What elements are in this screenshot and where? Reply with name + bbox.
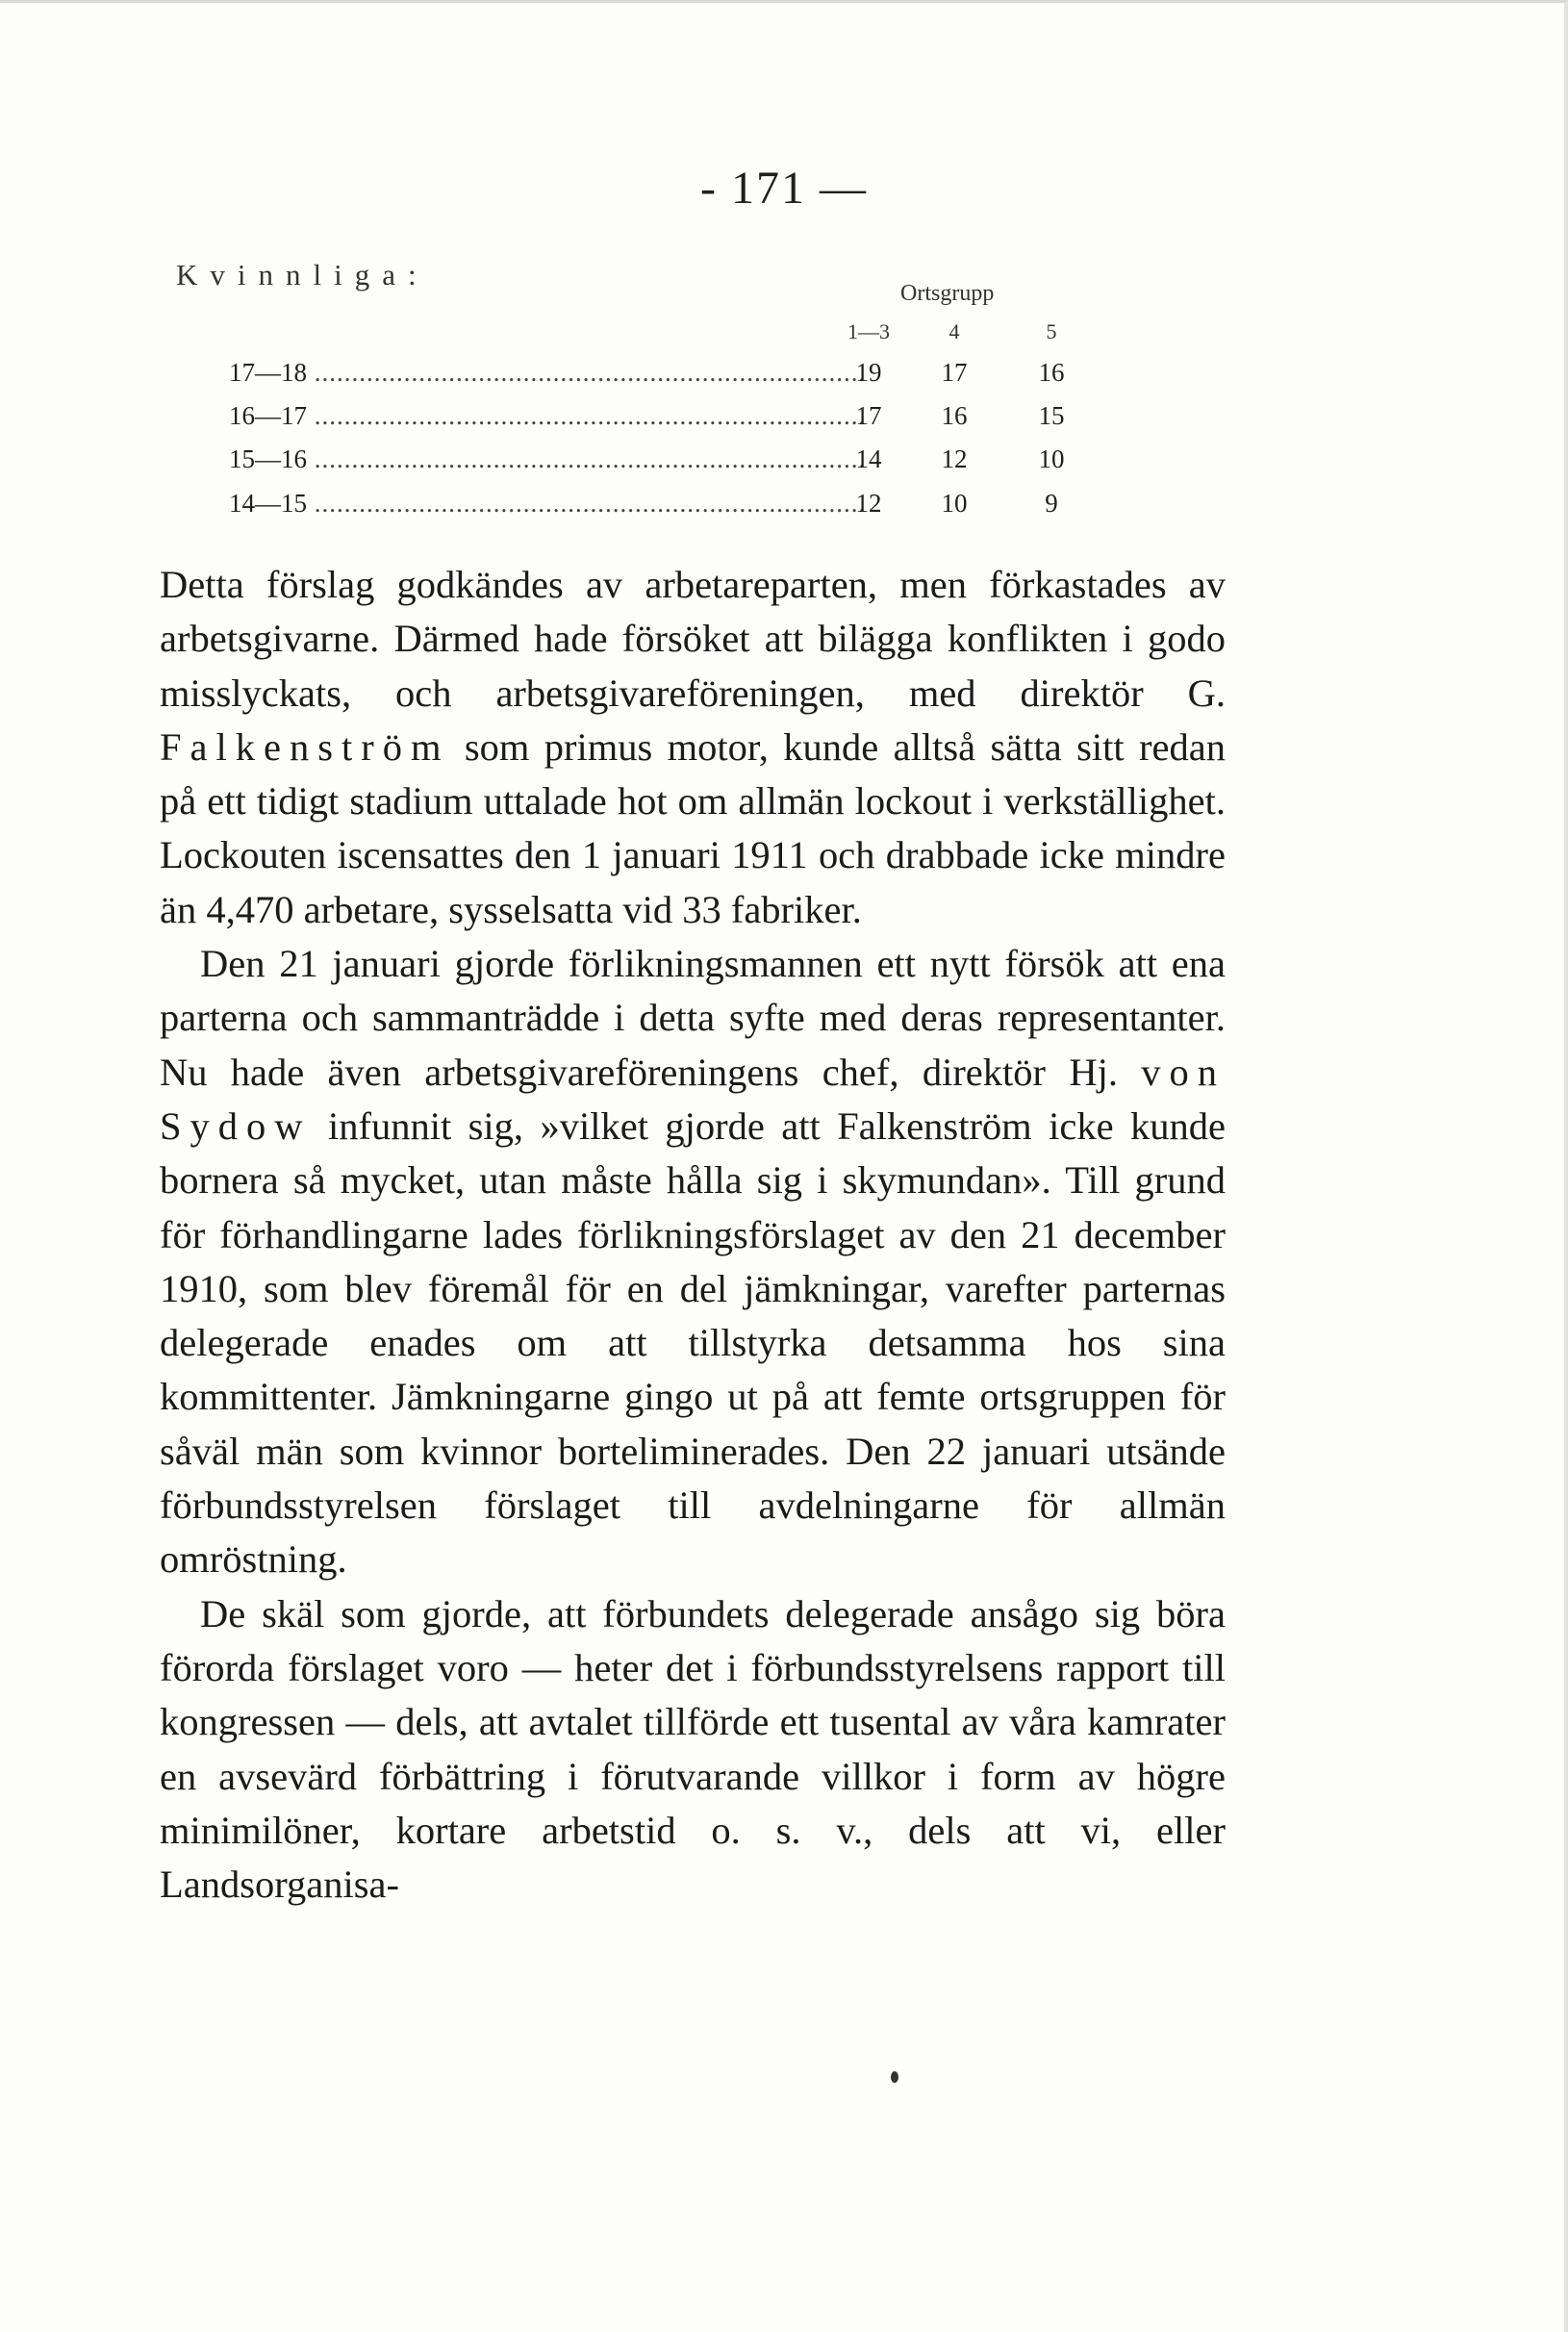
paragraph-text: infunnit sig, »vilket gjorde att Falkenström icke kunde bornera så mycket, utan måste hålla sig i skymundan». Till grund för förhandlingarne lades förlikningsförslaget av den 21 december 1910, som blev föremål för en del jämkningar, varefter parternas delegerade enades om att tillstyrka detsamma hos sina kommittenter. Jämkningarne gingo ut på att femte ortsgruppen för såväl män som kvinnor borteliminerades. Den 22 januari utsände förbundsstyrelsen förslaget till avdelningarne för allmän omröstning. bbox=[160, 1103, 1226, 1582]
column-header: 4 bbox=[948, 319, 960, 343]
table-row bbox=[192, 358, 1116, 400]
row-category: 16—17 ..... bbox=[229, 401, 864, 431]
column-header: 5 bbox=[1046, 319, 1057, 343]
paragraph bbox=[160, 937, 1226, 1587]
row-value: 16 bbox=[941, 401, 968, 430]
row-value: 10 bbox=[1038, 444, 1065, 473]
row-category: 14—15 ..... bbox=[229, 489, 864, 519]
row-category: 17—18 ..... bbox=[229, 358, 864, 388]
person-name: Falkenström bbox=[160, 724, 450, 769]
row-value: 17 bbox=[941, 358, 968, 387]
row-category: 15—16 ..... bbox=[229, 444, 864, 474]
row-value: 9 bbox=[1045, 489, 1058, 518]
row-value: 12 bbox=[941, 444, 968, 473]
table-row bbox=[192, 489, 1116, 531]
body-text bbox=[160, 558, 1226, 1912]
paragraph-text: Den 21 januari gjorde förlikningsmannen ett nytt försök att ena parterna och sammanträdde i detta syfte med deras representanter. Nu hade även arbetsgivareföreningens chef, direktör Hj. bbox=[160, 942, 1226, 1094]
ink-spot bbox=[891, 2071, 898, 2083]
row-value: 17 bbox=[855, 401, 882, 430]
paragraph-text: De skäl som gjorde, att förbundets delegerade ansågo sig böra förorda förslaget voro — heter det i förbundsstyrelsens rapport till kongressen — dels, att avtalet tillförde ett tusental av våra kamrater en avsevärd förbättring i förutvarande villkor i form av högre minimilöner, kortare arbetstid o. s. v., dels att vi, eller Landsorganisa- bbox=[160, 1591, 1226, 1907]
row-value: 16 bbox=[1038, 358, 1065, 387]
row-value: 10 bbox=[941, 489, 968, 518]
section-label: Kvinnliga: bbox=[176, 258, 429, 292]
person-name: von Sydow bbox=[160, 1050, 1227, 1148]
paragraph-text: som primus motor, kunde alltså sätta sitt redan på ett tidigt stadium uttalade hot om allmän lockout i verkställighet. Lockouten iscensattes den 1 januari 1911 och drabbade icke mindre än 4,470 arbetare, sysselsatta vid 33 fabriker. bbox=[160, 724, 1226, 931]
page-number: - 171 — bbox=[700, 163, 868, 214]
table-title: Ortsgrupp bbox=[900, 281, 995, 306]
column-header: 1—3 bbox=[847, 319, 890, 343]
paragraph-text: Detta förslag godkändes av arbetareparten, men förkastades av arbetsgivarne. Därmed hade försöket att bilägga konflikten i godo misslyckats, och arbetsgivareföreningen, med direktör G. bbox=[160, 563, 1226, 715]
table-row bbox=[192, 401, 1116, 444]
row-value: 14 bbox=[855, 444, 882, 473]
paragraph bbox=[160, 558, 1226, 937]
row-value: 19 bbox=[855, 358, 882, 387]
row-value: 15 bbox=[1038, 401, 1065, 430]
row-value: 12 bbox=[855, 489, 882, 518]
paragraph bbox=[160, 1587, 1226, 1913]
table-row bbox=[192, 444, 1116, 487]
